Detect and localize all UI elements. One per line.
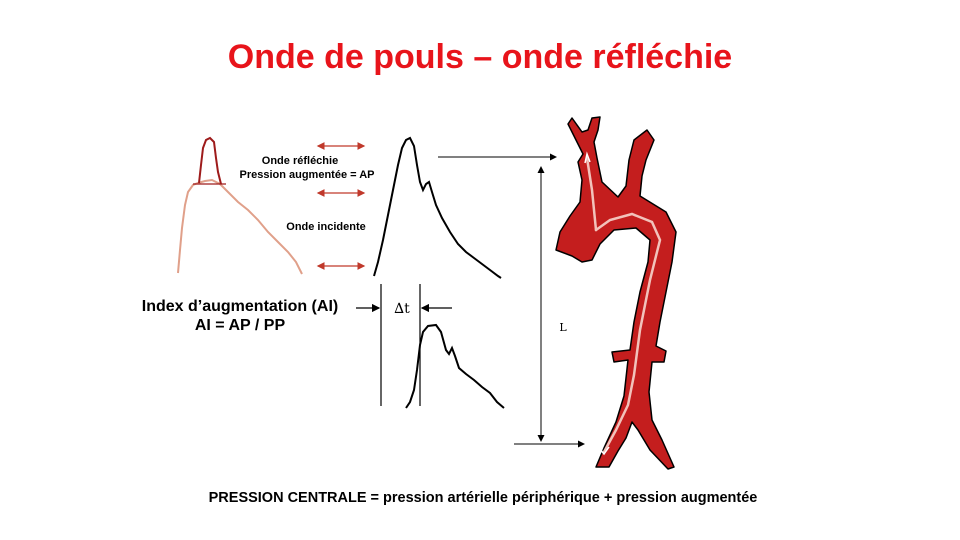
central-pulse-wave [374,138,501,278]
label-delta-t: ∆t [394,301,410,317]
slide-title: Onde de pouls – onde réfléchie [227,38,733,76]
reflected-wave-curve [199,138,221,184]
label-reflected-wave: Onde réfléchie [261,155,339,167]
peripheral-pulse-wave [406,325,504,408]
label-incident-wave: Onde incidente [286,221,366,233]
label-ai-formula: AI = AP / PP [194,317,286,334]
label-augmented-pressure: Pression augmentée = AP [239,169,375,181]
label-length: L [559,321,567,334]
central-pressure-equation: PRESSION CENTRALE = pression artérielle périphérique + pression augmentée [208,490,758,506]
aorta-illustration [556,117,676,469]
label-augmentation-index: Index d’augmentation (AI) [141,298,339,315]
